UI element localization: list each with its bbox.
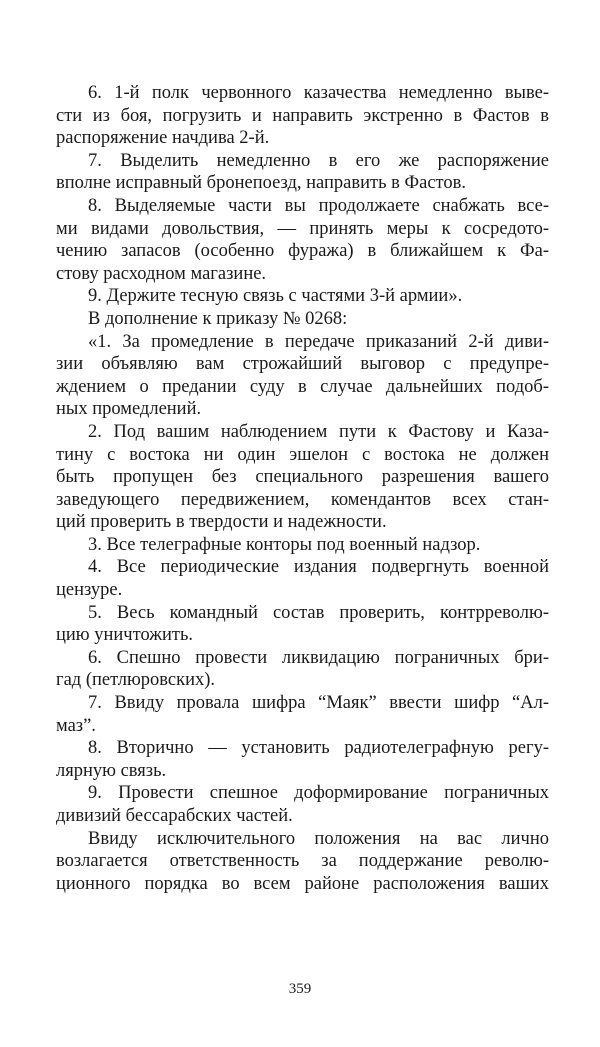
paragraph — [56, 331, 549, 421]
paragraph — [56, 195, 549, 285]
text-line: ций проверить в твердости и надежности. — [56, 512, 387, 533]
text-line: 3. Все телеграфные конторы под военный надзор. — [88, 534, 481, 555]
text-line: вполне исправный бронепоезд, направить в Фастов. — [56, 173, 467, 194]
text-line: 6. Спешно провести ликвидацию пограничных бри- — [88, 647, 549, 668]
text-line: В дополнение к приказу № 0268: — [88, 308, 348, 329]
text-line: тину с востока ни один эшелон с востока не должен — [56, 444, 549, 465]
text-line: лярную связь. — [56, 760, 167, 781]
text-line: возлагается ответственность за поддержание револю- — [56, 851, 549, 872]
text-line: ных промедлений. — [56, 399, 202, 420]
text-line: 7. Ввиду провала шифра “Маяк” ввести шифр “Ал- — [88, 693, 549, 714]
paragraph — [56, 82, 549, 150]
paragraph — [56, 602, 549, 647]
text-line: 8. Выделяемые части вы продолжаете снабжать все- — [88, 195, 549, 216]
text-line: дивизий бессарабских частей. — [56, 806, 293, 826]
text-line: цию уничтожить. — [56, 625, 194, 646]
text-line: 5. Весь командный состав проверить, контрреволю- — [88, 602, 549, 623]
paragraph — [56, 285, 549, 308]
paragraph — [56, 534, 549, 557]
paragraph — [56, 421, 549, 534]
text-line: ждением о предании суду в случае дальнейших подоб- — [56, 376, 549, 397]
paragraph — [56, 737, 549, 782]
text-line: быть пропущен без специального разрешения вашего — [56, 467, 549, 488]
text-line: 2. Под вашим наблюдением пути к Фастову и Каза- — [88, 421, 549, 442]
text-line: 9. Держите тесную связь с частями 3-й армии». — [88, 286, 463, 307]
text-line: сти из боя, погрузить и направить экстренно в Фастов в — [56, 105, 549, 126]
paragraph — [56, 692, 549, 737]
text-line: стову расходном магазине. — [56, 263, 267, 284]
text-line: гад (петлюровских). — [56, 670, 216, 691]
paragraph — [56, 150, 549, 195]
text-line: чению запасов (особенно фуража) в ближайшем к Фа- — [56, 241, 549, 262]
text-line: 6. 1-й полк червонного казачества немедленно выве- — [88, 83, 549, 103]
page-body — [56, 82, 549, 895]
text-line: Ввиду исключительного положения на вас лично — [88, 828, 549, 849]
paragraph — [56, 782, 549, 827]
text-line: распоряжение начдива 2-й. — [56, 128, 270, 149]
text-line: 8. Вторично — установить радиотелеграфную регу- — [88, 738, 549, 759]
text-line: 7. Выделить немедленно в его же распоряжение — [88, 150, 549, 171]
text-line: заведующего передвижением, комендантов всех стан- — [56, 489, 549, 510]
paragraph — [56, 828, 549, 896]
text-line: маз”. — [56, 715, 96, 736]
text-line: зии объявляю вам строжайший выговор с предупре- — [56, 354, 549, 375]
text-line: «1. За промедление в передаче приказаний 2-й диви- — [88, 331, 549, 352]
text-line: ми видами довольствия, — принять меры к сосредото- — [56, 218, 549, 239]
paragraph — [56, 308, 549, 331]
paragraph — [56, 556, 549, 601]
paragraph — [56, 647, 549, 692]
text-line: 9. Провести спешное доформирование пограничных — [88, 783, 549, 804]
text-line: 4. Все периодические издания подвергнуть военной — [88, 557, 549, 578]
page-number: 359 — [288, 981, 312, 997]
text-line: цензуре. — [56, 580, 123, 601]
text-line: ционного порядка во всем районе расположения ваших — [56, 873, 549, 894]
